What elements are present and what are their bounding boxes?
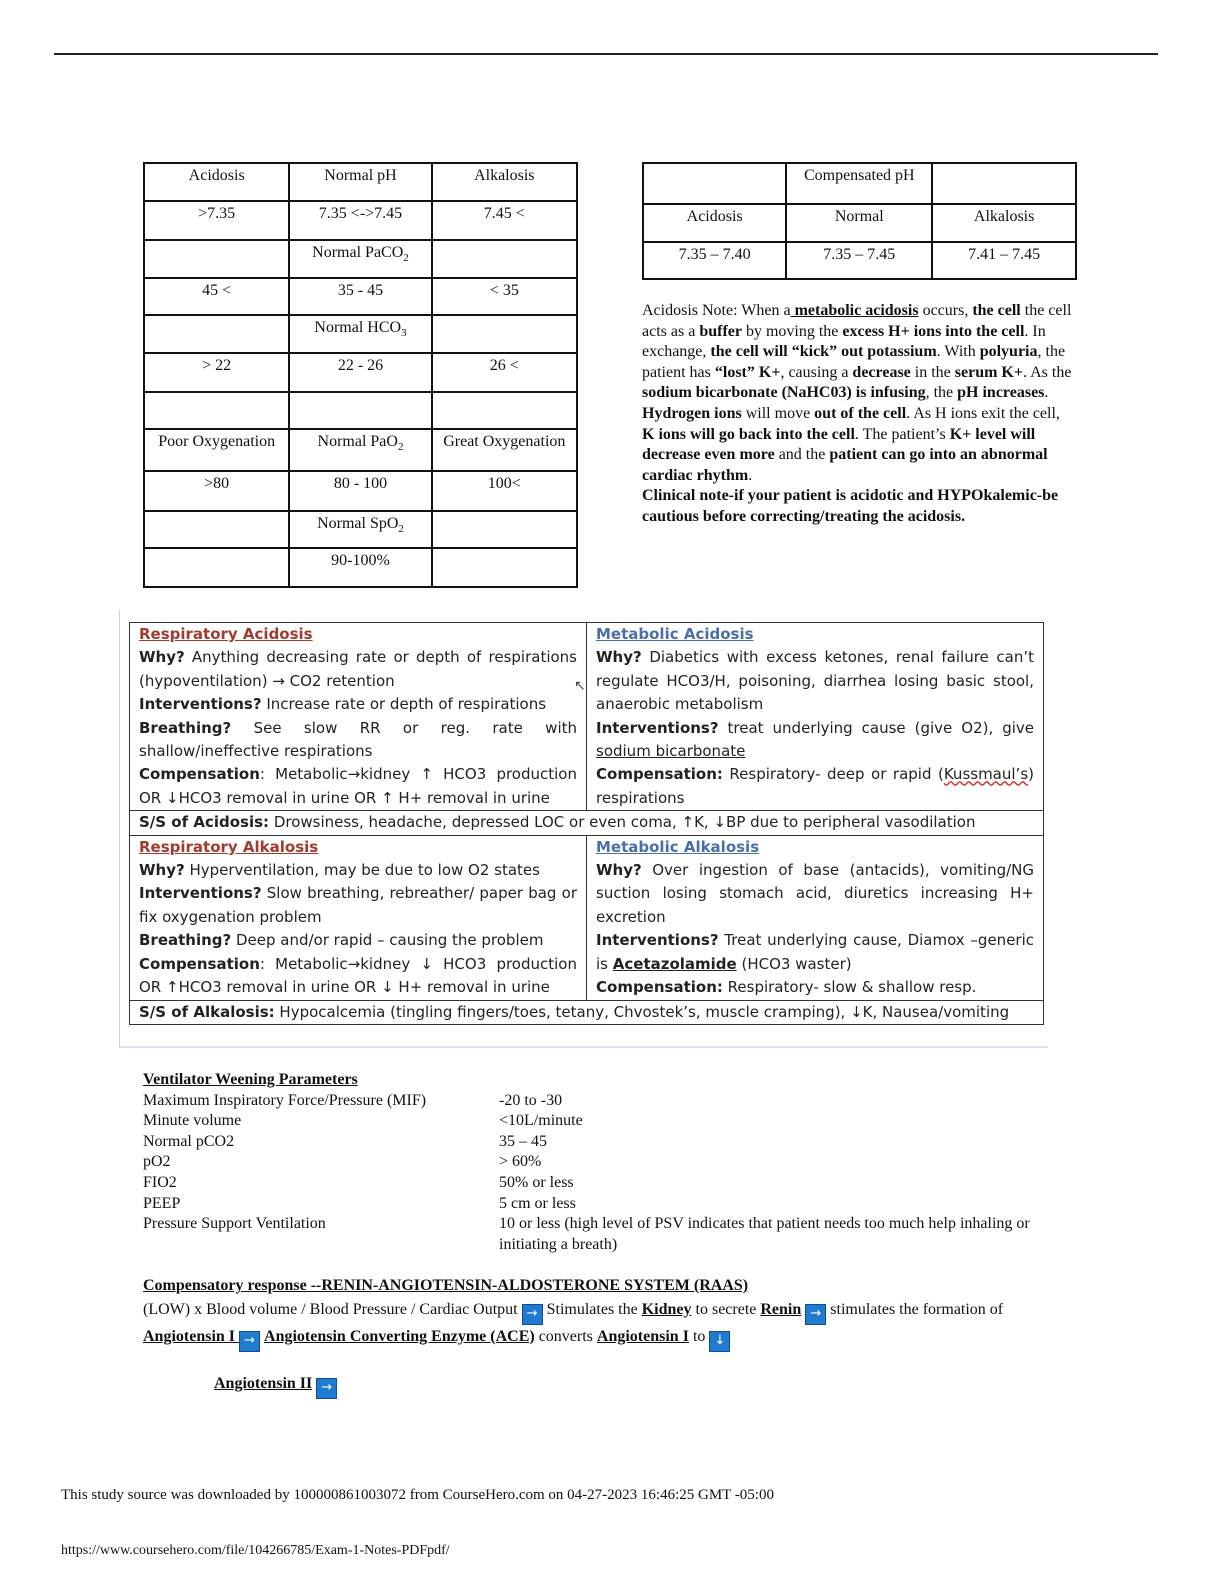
parameter-value: 5 cm or less [499,1194,576,1212]
raas-description: (LOW) x Blood volume / Blood Pressure / Cardiac Output → Stimulates the Kidney to secrete Renin → stimulates the formation of Angiotensin I → Angiotensin Converting Enzyme (ACE) converts Angiotensin I to ↓ [143,1298,1043,1352]
ventilator-weaning-title: Ventilator Weening Parameters [143,1071,358,1088]
parameter-name: PEEP [143,1194,181,1212]
table-cell: 35 - 45 [289,278,431,315]
table-row [144,471,577,511]
table-cell: Great Oxygenation [432,429,577,471]
metabolic-alkalosis-title: Metabolic Alkalosis [596,837,760,856]
respiratory-alkalosis-title: Respiratory Alkalosis [139,837,319,856]
ventilator-parameter-row [143,1152,1043,1173]
parameter-value: 35 – 45 [499,1132,547,1150]
raas-title: Compensatory response --RENIN-ANGIOTENSIN-ALDOSTERONE SYSTEM (RAAS) [143,1277,749,1294]
table-cell: > 22 [144,353,289,392]
parameter-name: Normal pCO2 [143,1132,235,1150]
parameter-value: <10L/minute [499,1112,583,1130]
table-row [144,511,577,548]
table-cell: 7.35 – 7.40 [643,242,786,279]
table-cell [643,163,786,204]
ventilator-parameter-row [143,1111,1043,1132]
table-cell [432,240,577,278]
table-cell: Poor Oxygenation [144,429,289,471]
parameter-name: Minute volume [143,1112,242,1130]
table-row [144,315,577,353]
ventilator-parameter-row [143,1173,1043,1194]
parameter-name: FIO2 [143,1173,177,1191]
acid-base-disorders-table [129,622,1044,1025]
table-row [144,163,577,201]
table-cell [432,548,577,587]
table-cell: 22 - 26 [289,353,431,392]
table-row [144,429,577,471]
table-cell: Normal PaCO$_2$ [289,240,431,278]
table-row [643,163,1076,204]
table-cell: 80 - 100 [289,471,431,511]
table-cell: >80 [144,471,289,511]
compensated-ph-table [642,162,1077,280]
table-cell: 7.35 <->7.45 [289,201,431,240]
acidosis-signs-row: S/S of Acidosis: Drowsiness, headache, depressed LOC or even coma, ↑K, ↓BP due to peripheral vasodilation [130,811,1044,835]
table-cell: 100< [432,471,577,511]
table-cell [144,511,289,548]
table-row [144,201,577,240]
table-cell [144,548,289,587]
metabolic-alkalosis-cell: Metabolic Alkalosis Why? Over ingestion of base (antacids), vomiting/NG suction losing stomach acid, diuretics increasing H+ excretion Interventions? Treat underlying cause, Diamox –generic is Acetazolamide (HCO3 waster) Compensation: Respiratory- slow & shallow resp. [587,835,1044,1000]
ventilator-parameter-row [143,1194,1043,1215]
table-cell: Acidosis [643,204,786,242]
parameter-value: 10 or less (high level of PSV indicates that patient needs too much help inhaling or initiating a breath) [499,1215,1030,1253]
clinical-note: Clinical note-if your patient is acidotic and HYPOkalemic-be cautious before correcting/treating the acidosis. [642,487,1059,525]
table-cell: 7.41 – 7.45 [932,242,1076,279]
page-top-rule [54,53,1158,55]
arrow-right-icon: → [316,1378,337,1399]
table-cell: 45 < [144,278,289,315]
table-row [144,240,577,278]
table-cell: >7.35 [144,201,289,240]
table-row [643,204,1076,242]
table-cell: Normal pH [289,163,431,201]
table-row [144,353,577,392]
table-cell [432,392,577,429]
table-cell: Compensated pH [786,163,932,204]
acidosis-note [642,301,1074,528]
table-row [643,242,1076,279]
download-notice: This study source was downloaded by 100000861003072 from CourseHero.com on 04-27-2023 16:46:25 GMT -05:00 [61,1487,774,1503]
table-row [144,392,577,429]
parameter-value: -20 to -30 [499,1091,563,1109]
table-cell [144,315,289,353]
arrow-down-icon: ↓ [709,1331,730,1352]
parameter-name: Pressure Support Ventilation [143,1215,326,1233]
parameter-value: 50% or less [499,1173,574,1191]
table-row [144,278,577,315]
table-cell: 90-100% [289,548,431,587]
table-cell: 26 < [432,353,577,392]
table-cell: 7.35 – 7.45 [786,242,932,279]
table-cell [144,392,289,429]
table-cell: Normal [786,204,932,242]
parameter-name: pO2 [143,1153,171,1171]
table-cell: Alkalosis [932,204,1076,242]
table-cell: Normal PaO$_2$ [289,429,431,471]
respiratory-alkalosis-cell: Respiratory Alkalosis Why? Hyperventilation, may be due to low O2 states Interventions? Slow breathing, rebreather/ paper bag or fix oxygenation problem Breathing? Deep and/or rapid – causing the problem Compensation: Metabolic→kidney ↓ HCO3 production OR ↑HCO3 removal in urine OR ↓ H+ removal in urine [130,835,587,1000]
table-cell: Normal SpO$_2$ [289,511,431,548]
arrow-right-icon: → [805,1304,826,1325]
respiratory-acidosis-cell: Respiratory Acidosis Why? Anything decreasing rate or depth of respirations (hypoventilation) → CO2 retention Interventions? Increase rate or depth of respirations Breathing? See slow RR or reg. rate with shallow/ineffective respirations Compensation: Metabolic→kidney ↑ HCO3 production OR ↓HCO3 removal in urine OR ↑ H+ removal in urine [130,623,587,811]
ventilator-parameter-row [143,1091,1043,1112]
alkalosis-signs-row: S/S of Alkalosis: Hypocalcemia (tingling fingers/toes, tetany, Chvostek’s, muscle cramping), ↓K, Nausea/vomiting [130,1000,1044,1024]
ventilator-parameter-row [143,1214,1043,1255]
table-cell: Normal $HCO_3$ [289,315,431,353]
source-url[interactable]: https://www.coursehero.com/file/104266785/Exam-1-Notes-PDFpdf/ [61,1543,450,1558]
table-cell: < 35 [432,278,577,315]
ventilator-parameters-list [143,1091,1043,1256]
table-row [144,548,577,587]
table-cell: Alkalosis [432,163,577,201]
table-cell [144,240,289,278]
ventilator-parameter-row [143,1132,1043,1153]
parameter-name: Maximum Inspiratory Force/Pressure (MIF) [143,1091,427,1109]
table-cell [432,315,577,353]
raas-angiotensin-ii: Angiotensin II → [214,1372,1043,1399]
table-cell [289,392,431,429]
raas-section [143,1274,1043,1399]
table-cell: 7.45 < [432,201,577,240]
table-cell: Acidosis [144,163,289,201]
ventilator-weaning-section [143,1070,1043,1255]
arrow-right-icon: → [239,1331,260,1352]
abg-normal-values-table [143,162,578,588]
table-cell [932,163,1076,204]
mouse-cursor-icon: ↖ [574,678,586,694]
table-cell [432,511,577,548]
respiratory-acidosis-title: Respiratory Acidosis [139,625,313,643]
arrow-right-icon: → [522,1304,543,1325]
acid-base-disorders-panel [119,610,1048,1048]
metabolic-acidosis-cell: Metabolic Acidosis Why? Diabetics with excess ketones, renal failure can’t regulate HCO3/H, poisoning, diarrhea losing basic stool, anaerobic metabolism Interventions? treat underlying cause (give O2), give sodium bicarbonate Compensation: Respiratory- deep or rapid (Kussmaul’s) respirations [587,623,1044,811]
acidosis-note-paragraph: Acidosis Note: When a metabolic acidosis occurs, the cell the cell acts as a buffer by moving the excess H+ ions into the cell. In exchange, the cell will “kick” out potassium. With polyuria, the patient has “lost” K+, causing a decrease in the serum K+. As the sodium bicarbonate (NaHC03) is infusing, the pH increases. Hydrogen ions will move out of the cell. As H ions exit the cell, K ions will go back into the cell. The patient’s K+ level will decrease even more and the patient can go into an abnormal cardiac rhythm. [642,302,1072,484]
metabolic-acidosis-title: Metabolic Acidosis [596,625,754,643]
parameter-value: > 60% [499,1153,542,1171]
